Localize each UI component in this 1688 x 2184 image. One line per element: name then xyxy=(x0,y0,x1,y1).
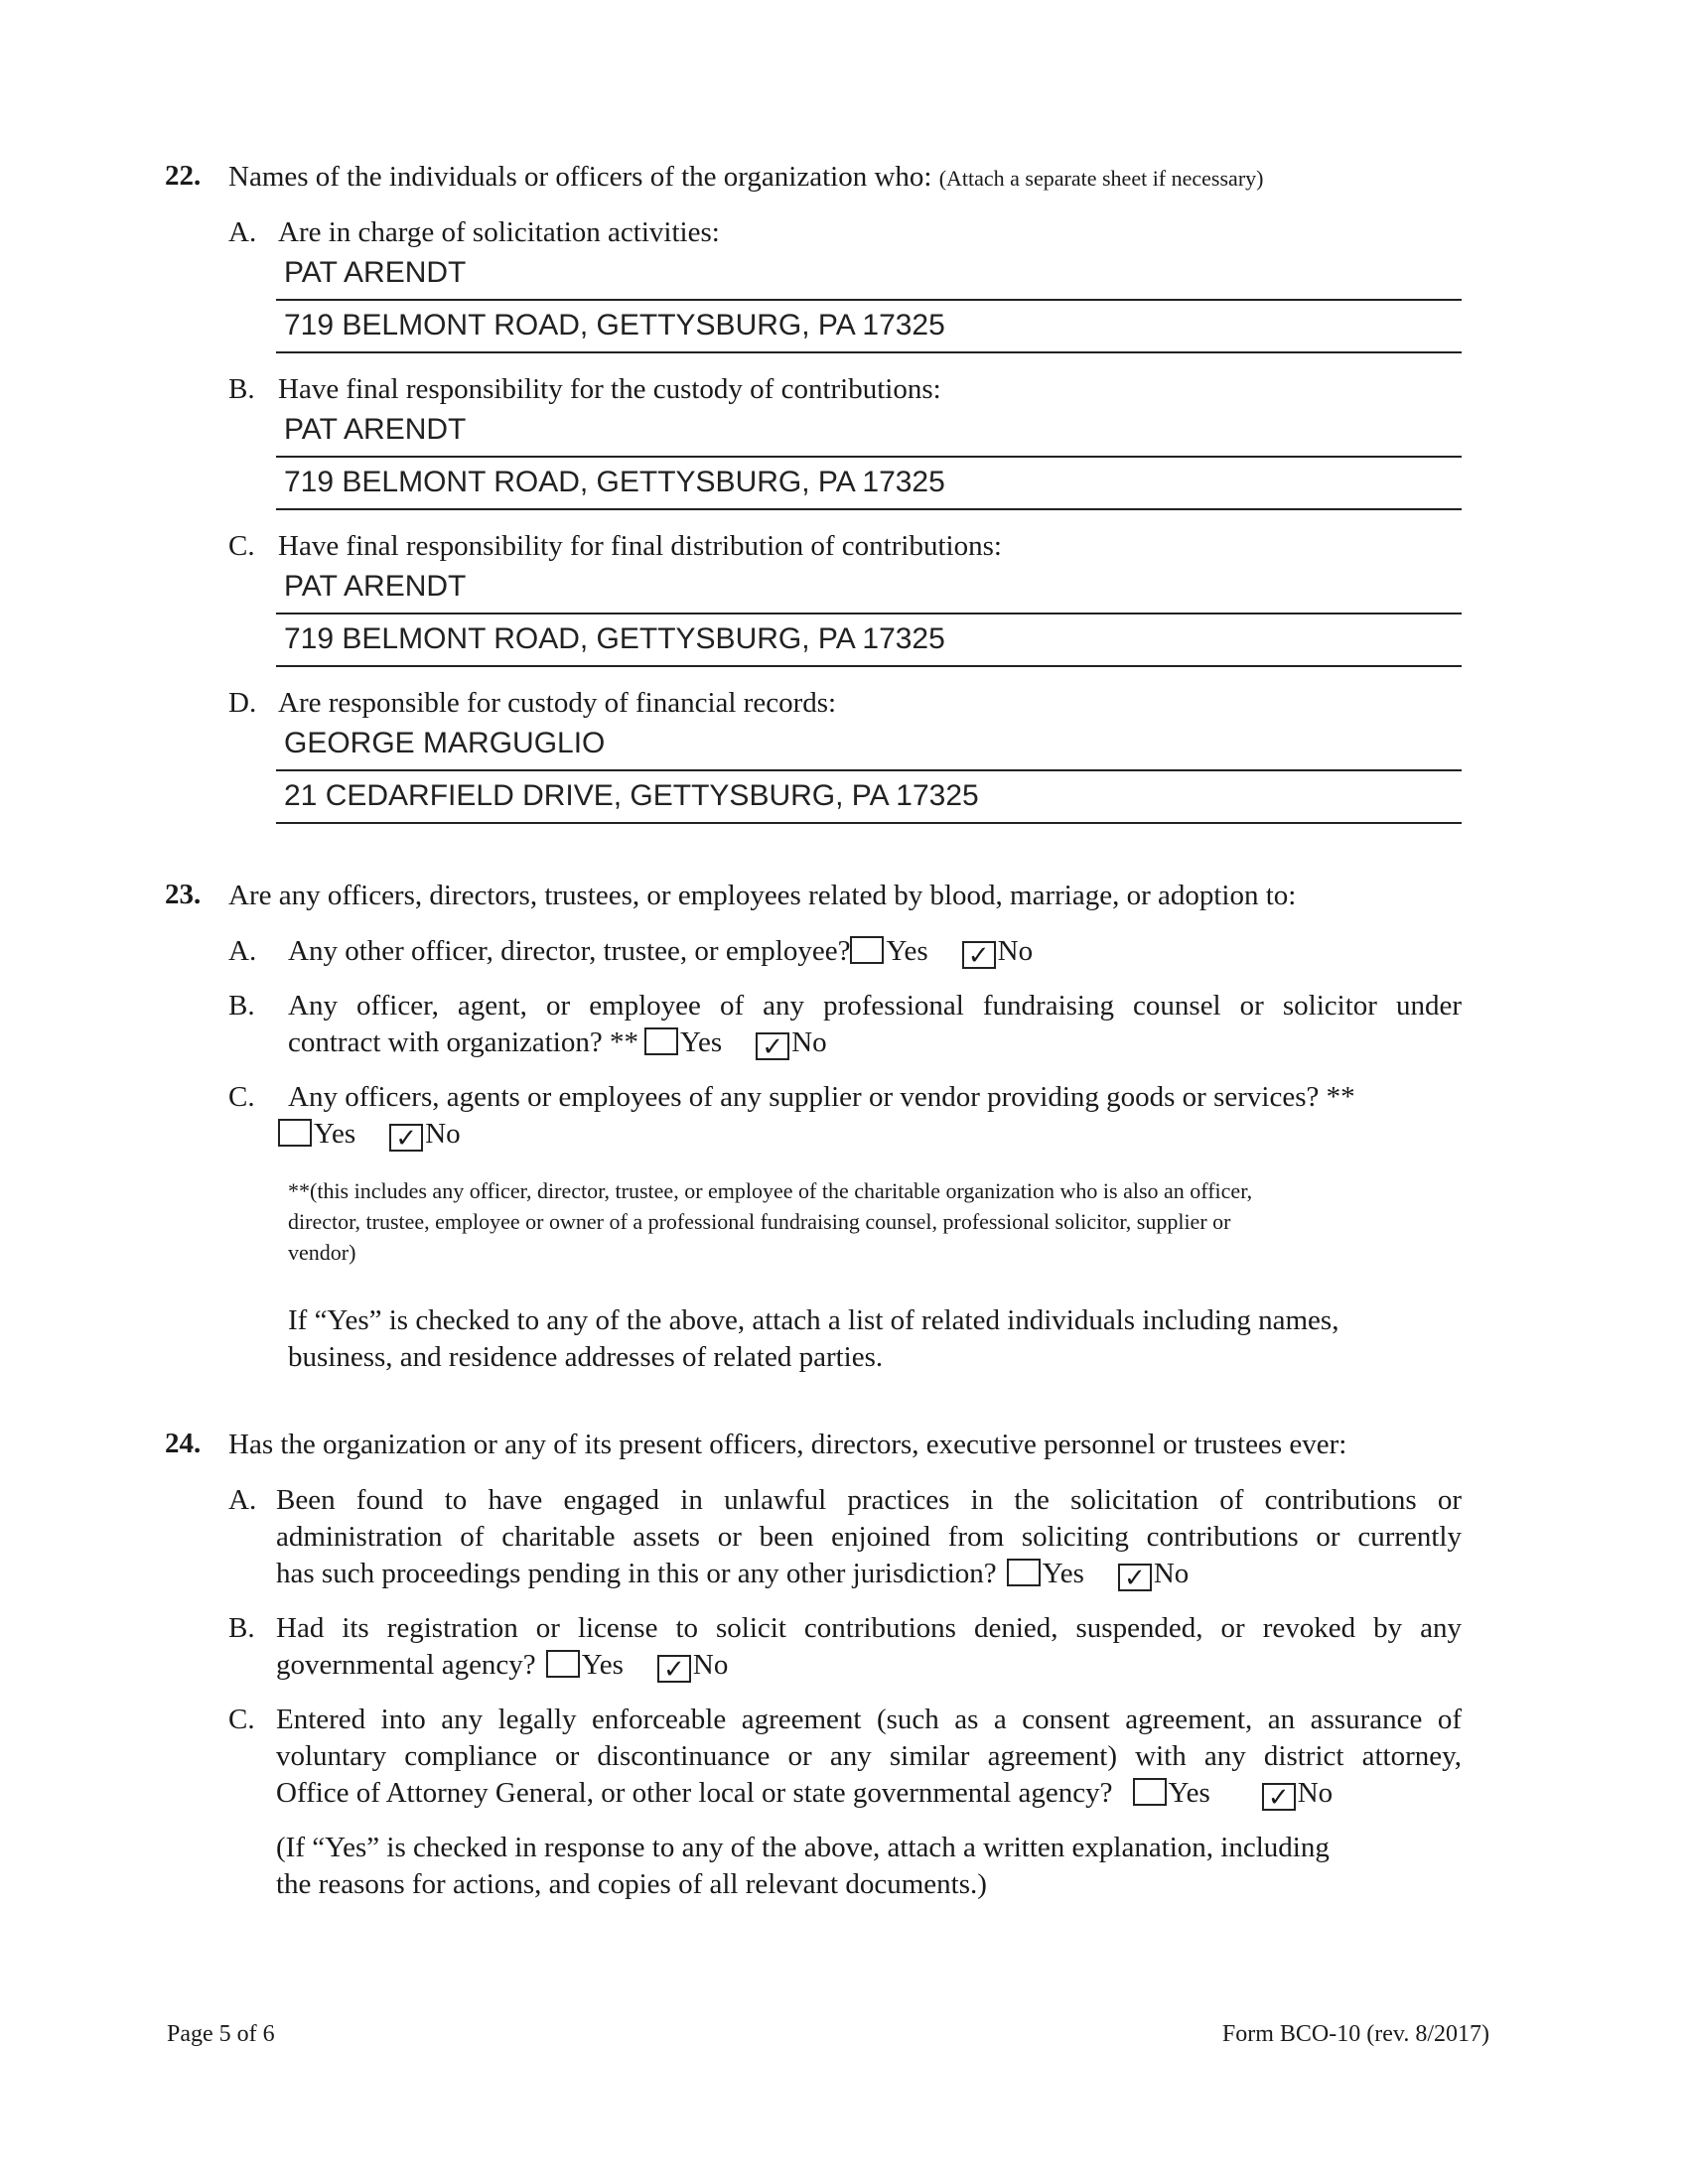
q22-number: 22. xyxy=(165,160,202,192)
q23-footnote-line2: director, trustee, employee or owner of a professional fundraising counsel, professional solicitor, supplier or xyxy=(288,1209,1231,1234)
q22d-address-line xyxy=(276,822,1462,824)
q22b-address[interactable]: 719 BELMONT ROAD, GETTYSBURG, PA 17325 xyxy=(284,466,945,498)
q22d-address[interactable]: 21 CEDARFIELD DRIVE, GETTYSBURG, PA 17325 xyxy=(284,779,979,812)
q23a-yes-label: Yes xyxy=(886,935,928,967)
q22c-address[interactable]: 719 BELMONT ROAD, GETTYSBURG, PA 17325 xyxy=(284,622,945,655)
q23b-question: contract with organization? ** xyxy=(288,1026,638,1058)
q23b-yes-label: Yes xyxy=(679,1026,723,1058)
q24-ifyes-note xyxy=(276,1830,1330,1903)
q23a-no-label: No xyxy=(997,935,1034,967)
q23c-letter: C. xyxy=(228,1081,255,1113)
q24-ifyes-line1: (If “Yes” is checked in response to any of the above, attach a written explanation, including xyxy=(276,1832,1330,1863)
q23c-row xyxy=(278,1116,461,1153)
q24a-line1: Been found to have engaged in unlawful practices in the solicitation of contributions or xyxy=(276,1484,1462,1516)
q23b-line1: Any officer, agent, or employee of any professional fundraising counsel or solicitor under xyxy=(288,990,1462,1022)
q24a-no-checkbox[interactable]: ✓ xyxy=(1118,1564,1152,1591)
q22b-name-line xyxy=(276,456,1462,458)
q23-footnote xyxy=(288,1175,1252,1268)
q24c-line2: voluntary compliance or discontinuance or any similar agreement) with any district attorney, xyxy=(276,1740,1462,1772)
q22c-letter: C. xyxy=(228,530,255,562)
q22d-question: Are responsible for custody of financial records: xyxy=(278,687,837,719)
q24b-line1: Had its registration or license to solicit contributions denied, suspended, or revoked by any xyxy=(276,1612,1462,1644)
q23-ifyes-line1: If “Yes” is checked to any of the above, attach a list of related individuals including names, xyxy=(288,1304,1339,1336)
q24c-line1: Entered into any legally enforceable agreement (such as a consent agreement, an assurance of xyxy=(276,1704,1462,1735)
q24b-row xyxy=(276,1647,728,1684)
q24b-question: governmental agency? xyxy=(276,1649,536,1681)
q24c-letter: C. xyxy=(228,1704,255,1735)
page-number: Page 5 of 6 xyxy=(167,2021,275,2047)
q23a-no-checkbox[interactable]: ✓ xyxy=(962,941,996,969)
q23-ifyes-line2: business, and residence addresses of related parties. xyxy=(288,1341,884,1373)
q23c-no-checkbox[interactable]: ✓ xyxy=(389,1124,423,1152)
q22c-name[interactable]: PAT ARENDT xyxy=(284,570,467,603)
q24a-row xyxy=(276,1556,1189,1592)
q22d-letter: D. xyxy=(228,687,257,719)
q23b-no-label: No xyxy=(791,1026,827,1058)
q24c-row xyxy=(276,1775,1333,1812)
q24c-no-checkbox[interactable]: ✓ xyxy=(1262,1783,1296,1811)
q23a-yes-checkbox[interactable] xyxy=(850,936,884,964)
q24b-yes-label: Yes xyxy=(581,1649,624,1681)
q24-number: 24. xyxy=(165,1428,202,1459)
q24a-letter: A. xyxy=(228,1484,257,1516)
q24b-yes-checkbox[interactable] xyxy=(546,1650,580,1678)
form-id: Form BCO-10 (rev. 8/2017) xyxy=(1221,2021,1489,2047)
q24b-no-label: No xyxy=(692,1649,729,1681)
q24a-yes-checkbox[interactable] xyxy=(1007,1559,1041,1586)
q24-question: Has the organization or any of its present officers, directors, executive personnel or trustees ever: xyxy=(228,1429,1347,1460)
q23c-yes-checkbox[interactable] xyxy=(278,1119,312,1147)
q22-note: (Attach a separate sheet if necessary) xyxy=(938,166,1264,191)
q22a-question: Are in charge of solicitation activities: xyxy=(278,216,720,248)
q24a-yes-label: Yes xyxy=(1042,1558,1084,1589)
q22a-letter: A. xyxy=(228,216,257,248)
q23a-letter: A. xyxy=(228,935,257,967)
q22a-address[interactable]: 719 BELMONT ROAD, GETTYSBURG, PA 17325 xyxy=(284,309,945,341)
q24c-question: Office of Attorney General, or other local or state governmental agency? xyxy=(276,1777,1113,1809)
q22c-question: Have final responsibility for final distribution of contributions: xyxy=(278,530,1002,562)
q23-footnote-line1: **(this includes any officer, director, trustee, or employee of the charitable organization who is also an officer, xyxy=(288,1178,1253,1203)
q23-number: 23. xyxy=(165,879,202,910)
q24c-no-label: No xyxy=(1297,1777,1334,1809)
q23c-no-label: No xyxy=(425,1118,461,1150)
q22a-name[interactable]: PAT ARENDT xyxy=(284,256,467,289)
q23c-yes-label: Yes xyxy=(314,1118,356,1150)
q23b-row xyxy=(288,1024,827,1061)
q22-text: Names of the individuals or officers of the organization who: xyxy=(228,161,932,193)
q22b-letter: B. xyxy=(228,373,255,405)
q24b-no-checkbox[interactable]: ✓ xyxy=(657,1655,691,1683)
q22b-name[interactable]: PAT ARENDT xyxy=(284,413,467,446)
q23b-no-checkbox[interactable]: ✓ xyxy=(756,1032,789,1060)
q23b-letter: B. xyxy=(228,990,255,1022)
q22-question xyxy=(228,159,1263,197)
q23a-question: Any other officer, director, trustee, or employee? xyxy=(288,935,851,967)
q24c-yes-checkbox[interactable] xyxy=(1133,1778,1167,1806)
q23-question: Are any officers, directors, trustees, or employees related by blood, marriage, or adoption to: xyxy=(228,880,1297,911)
q22a-name-line xyxy=(276,299,1462,301)
q24-ifyes-line2: the reasons for actions, and copies of all relevant documents.) xyxy=(276,1868,987,1900)
q22c-name-line xyxy=(276,613,1462,614)
q22d-name[interactable]: GEORGE MARGUGLIO xyxy=(284,727,606,759)
q22b-question: Have final responsibility for the custody of contributions: xyxy=(278,373,941,405)
q22c-address-line xyxy=(276,665,1462,667)
q24a-no-label: No xyxy=(1153,1558,1190,1589)
q23-ifyes-note xyxy=(288,1302,1338,1376)
q24a-question: has such proceedings pending in this or any other jurisdiction? xyxy=(276,1558,997,1589)
q24b-letter: B. xyxy=(228,1612,255,1644)
q23a-row xyxy=(288,933,1033,970)
q24c-yes-label: Yes xyxy=(1168,1777,1210,1809)
q22a-address-line xyxy=(276,351,1462,353)
q23-footnote-line3: vendor) xyxy=(288,1240,356,1265)
q24a-line2: administration of charitable assets or been enjoined from soliciting contributions or currently xyxy=(276,1521,1462,1553)
q23c-line1: Any officers, agents or employees of any supplier or vendor providing goods or services? ** xyxy=(288,1081,1355,1113)
q22d-name-line xyxy=(276,769,1462,771)
q23b-yes-checkbox[interactable] xyxy=(644,1027,678,1055)
q22b-address-line xyxy=(276,508,1462,510)
